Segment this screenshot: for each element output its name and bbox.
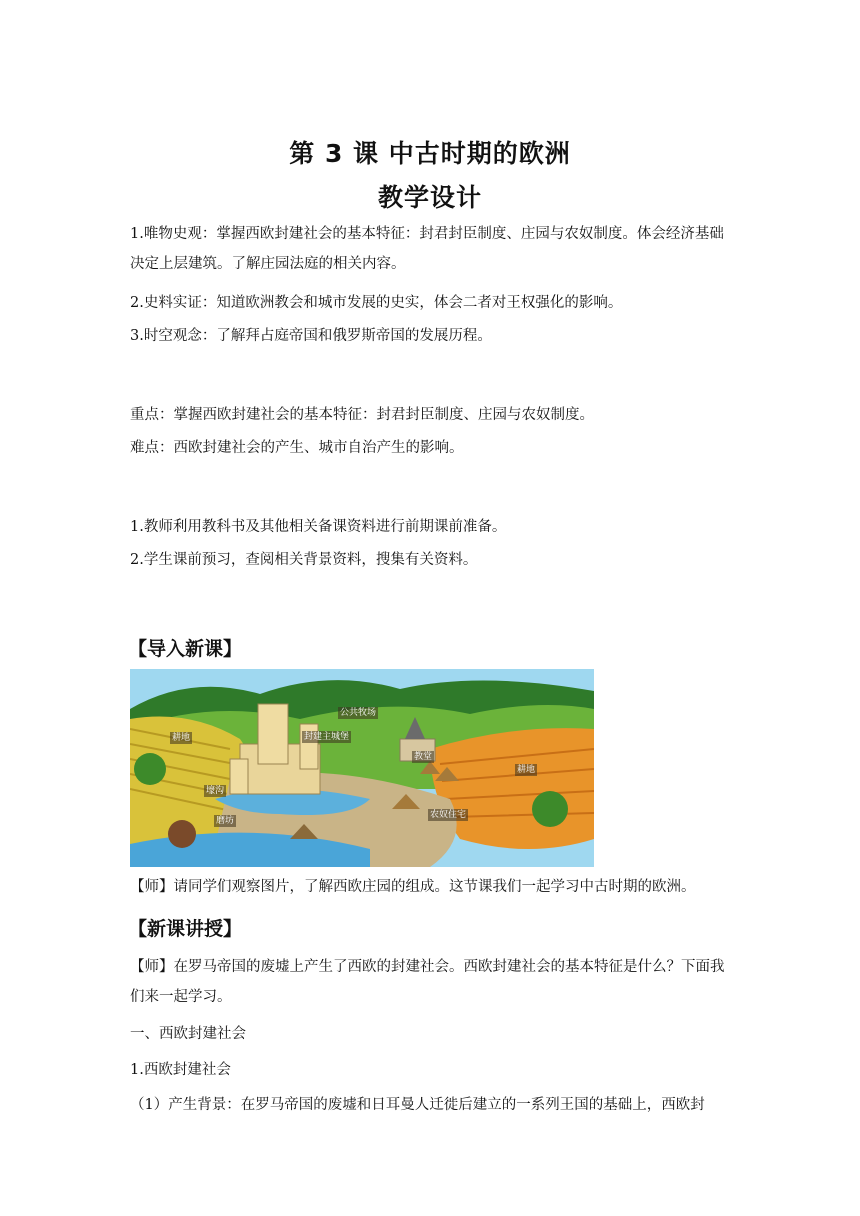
label-moat: 壕沟 (206, 786, 225, 796)
new-lesson-text: 【师】在罗马帝国的废墟上产生了西欧的封建社会。西欧封建社会的基本特征是什么？下面我们来一起学习。 (130, 959, 725, 1005)
objective-1: 1.唯物史观：掌握西欧封建社会的基本特征：封君封臣制度、庄园与农奴制度。体会经济基础决定上层建筑。了解庄园法庭的相关内容。 (130, 226, 724, 272)
preparation-1: 1.教师利用教科书及其他相关备课资料进行前期课前准备。 (130, 519, 507, 535)
label-church: 教堂 (414, 752, 433, 762)
manor-illustration (130, 669, 594, 867)
background-text: （1）产生背景：在罗马帝国的废墟和日耳曼人迁徙后建立的一系列王国的基础上，西欧封 (130, 1097, 705, 1113)
label-pasture: 公共牧场 (340, 708, 377, 718)
section-intro-heading: 【导入新课】 (128, 638, 243, 660)
label-field-right: 耕地 (517, 765, 536, 775)
heading-western-europe-feudal: 一、西欧封建社会 (130, 1026, 246, 1042)
objective-2: 2.史料实证：知道欧洲教会和城市发展的史实，体会二者对王权强化的影响。 (130, 295, 623, 311)
section-new-heading: 【新课讲授】 (128, 918, 243, 940)
label-serf-houses: 农奴住宅 (430, 810, 467, 820)
objective-3: 3.时空观念：了解拜占庭帝国和俄罗斯帝国的发展历程。 (130, 328, 492, 344)
page-subtitle: 教学设计 (377, 183, 482, 212)
label-mill: 磨坊 (216, 816, 235, 826)
label-field-left: 耕地 (172, 733, 191, 743)
page-title: 第 3 课 中古时期的欧洲 (289, 139, 571, 168)
difficult-point: 难点：西欧封建社会的产生、城市自治产生的影响。 (130, 440, 464, 456)
key-point: 重点：掌握西欧封建社会的基本特征：封君封臣制度、庄园与农奴制度。 (130, 407, 594, 423)
label-castle: 封建主城堡 (304, 732, 350, 742)
heading-1-feudal: 1.西欧封建社会 (130, 1062, 231, 1078)
preparation-2: 2.学生课前预习，查阅相关背景资料，搜集有关资料。 (130, 552, 478, 568)
intro-text: 【师】请同学们观察图片，了解西欧庄园的组成。这节课我们一起学习中古时期的欧洲。 (130, 879, 696, 895)
